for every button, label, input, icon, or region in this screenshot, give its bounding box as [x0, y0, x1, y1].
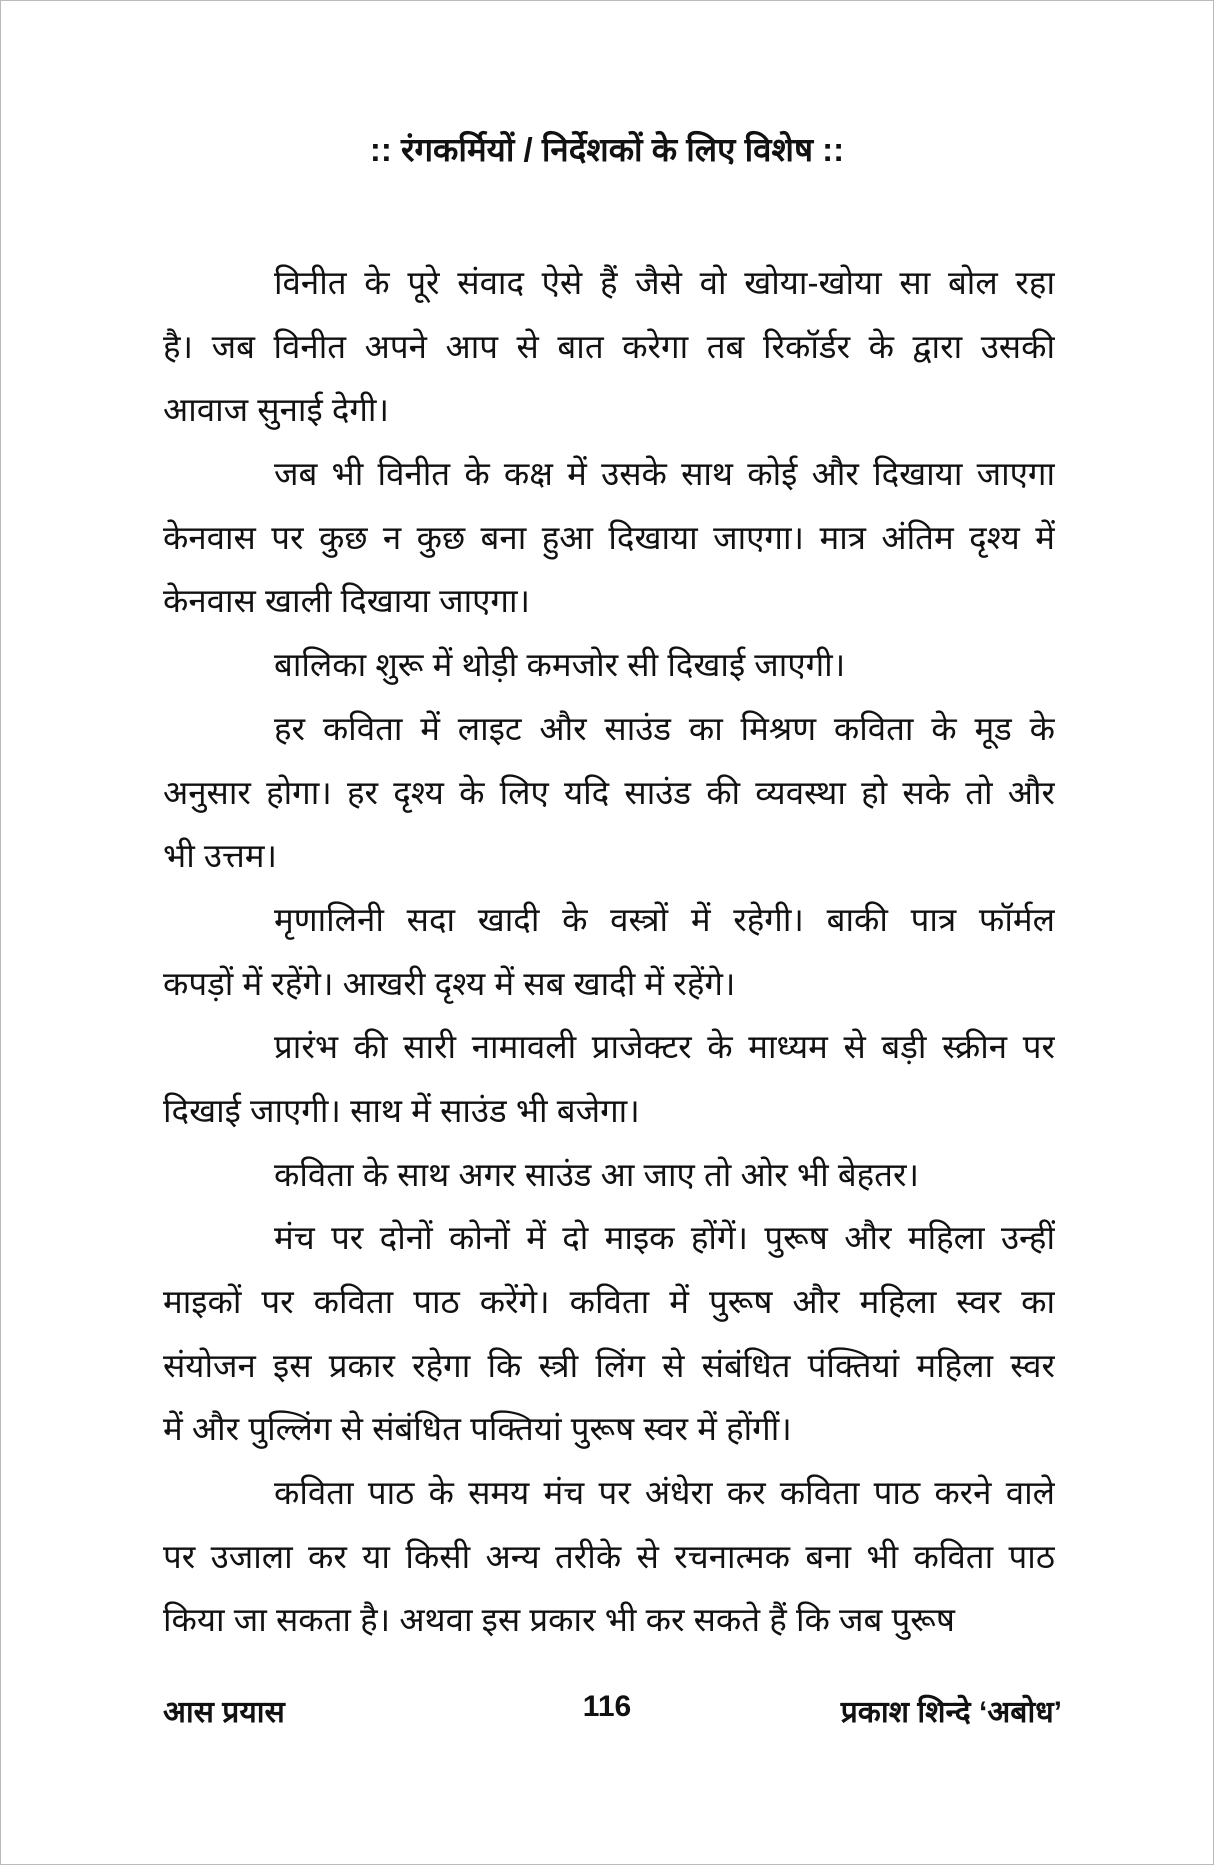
paragraph-line: मंच पर दोनों कोनों में दो माइक होंगें। पुरूष और महिला उन्हीं	[274, 1219, 1055, 1257]
paragraph-line: भी उत्तम।	[163, 837, 278, 875]
paragraph-line: केनवास पर कुछ न कुछ बना हुआ दिखाया जाएगा। मात्र अंतिम दृश्य में	[163, 518, 1055, 556]
paragraph-line: मृणालिनी सदा खादी के वस्त्रों में रहेगी। बाकी पात्र फॉर्मल	[274, 900, 1055, 938]
paragraph-line: दिखाई जाएगी। साथ में साउंड भी बजेगा।	[163, 1091, 640, 1129]
body-text	[163, 258, 1055, 1659]
paragraph-line: कविता के साथ अगर साउंड आ जाए तो ओर भी बेहतर।	[274, 1155, 919, 1193]
footer-author: प्रकाश शिन्दे ‘अबोध’	[840, 1696, 1062, 1729]
paragraph-line: किया जा सकता है। अथवा इस प्रकार भी कर सकते हैं कि जब पुरूष	[163, 1601, 955, 1639]
paragraph-line: है। जब विनीत अपने आप से बात करेगा तब रिकॉर्डर के द्वारा उसकी	[163, 327, 1055, 365]
paragraph-line: बालिका शुरू में थोड़ी कमजोर सी दिखाई जाएगी।	[274, 646, 846, 684]
paragraph-line: पर उजाला कर या किसी अन्य तरीके से रचनात्मक बना भी कविता पाठ	[163, 1537, 1055, 1575]
paragraph-line: अनुसार होगा। हर दृश्य के लिए यदि साउंड की व्यवस्था हो सके तो और	[163, 773, 1055, 811]
page-heading: :: रंगकर्मियों / निर्देशकों के लिए विशेष ::	[369, 131, 845, 168]
paragraph-line: जब भी विनीत के कक्ष में उसके साथ कोई और दिखाया जाएगा	[274, 455, 1055, 493]
paragraph-line: हर कविता में लाइट और साउंड का मिश्रण कविता के मूड के	[274, 709, 1055, 747]
paragraph-line: केनवास खाली दिखाया जाएगा।	[163, 582, 531, 620]
paragraph-line: कविता पाठ के समय मंच पर अंधेरा कर कविता पाठ करने वाले	[274, 1474, 1055, 1512]
paragraph-line: माइकों पर कविता पाठ करेंगे। कविता में पुरूष और महिला स्वर का	[163, 1283, 1055, 1320]
footer-book-title: आस प्रयास	[163, 1696, 285, 1729]
footer-page-number: 116	[582, 1690, 632, 1723]
paragraph-line: कपड़ों में रहेंगे। आखरी दृश्य में सब खादी में रहेंगे।	[163, 964, 736, 1002]
paragraph-line: प्रारंभ की सारी नामावली प्राजेक्टर के माध्यम से बड़ी स्क्रीन पर	[274, 1028, 1055, 1066]
paragraph-line: संयोजन इस प्रकार रहेगा कि स्त्री लिंग से संबंधित पंक्तियां महिला स्वर	[163, 1346, 1055, 1384]
paragraph-line: आवाज सुनाई देगी।	[163, 391, 389, 429]
paragraph-line: में और पुल्लिंग से संबंधित पक्तियां पुरूष स्वर में होंगीं।	[163, 1410, 792, 1448]
paragraph-line: विनीत के पूरे संवाद ऐसे हैं जैसे वो खोया-खोया सा बोल रहा	[274, 264, 1055, 301]
